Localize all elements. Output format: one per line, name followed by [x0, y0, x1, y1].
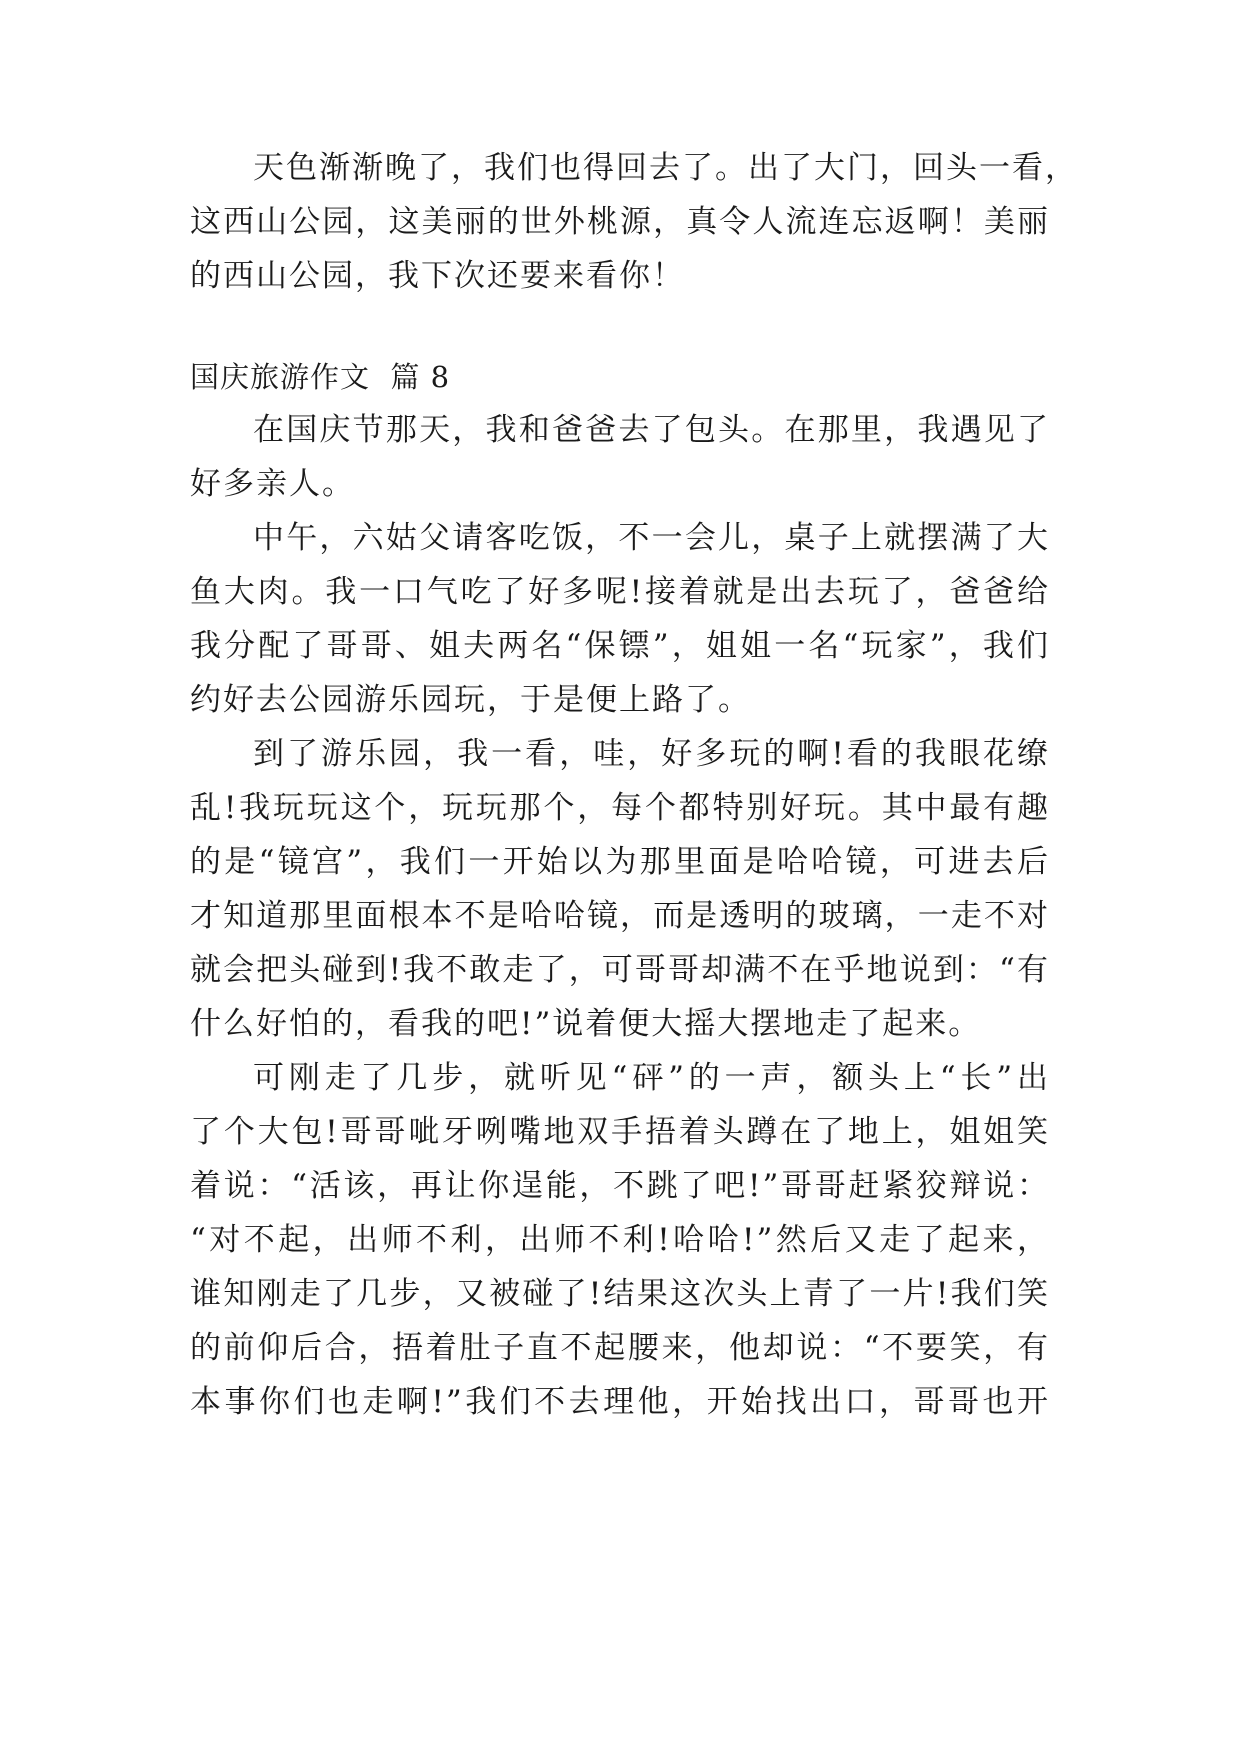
paragraph-line: 着说：“活该，再让你逞能，不跳了吧!”哥哥赶紧狡辩说： — [190, 1168, 1050, 1204]
paragraph-line: 乱!我玩玩这个，玩玩那个，每个都特别好玩。其中最有趣 — [190, 790, 1050, 826]
paragraph-line: 这西山公园，这美丽的世外桃源，真令人流连忘返啊！美丽 — [190, 204, 1050, 240]
paragraph-line: 中午，六姑父请客吃饭，不一会儿，桌子上就摆满了大 — [253, 520, 1050, 556]
paragraph-line: 了个大包!哥哥呲牙咧嘴地双手捂着头蹲在了地上，姐姐笑 — [190, 1114, 1050, 1150]
paragraph-line: 好多亲人。 — [190, 466, 355, 502]
paragraph-line: 约好去公园游乐园玩，于是便上路了。 — [190, 682, 751, 718]
paragraph-line: 鱼大肉。我一口气吃了好多呢!接着就是出去玩了，爸爸给 — [190, 574, 1050, 610]
paragraph-line: 本事你们也走啊!”我们不去理他，开始找出口，哥哥也开 — [190, 1384, 1050, 1420]
paragraph-line: 谁知刚走了几步，又被碰了!结果这次头上青了一片!我们笑 — [190, 1276, 1050, 1312]
paragraph-line: 到了游乐园，我一看，哇，好多玩的啊!看的我眼花缭 — [253, 736, 1050, 772]
paragraph-line: 天色渐渐晚了，我们也得回去了。出了大门，回头一看， — [253, 150, 1078, 186]
paragraph-line: 我分配了哥哥、姐夫两名“保镖”，姐姐一名“玩家”，我们 — [190, 628, 1050, 664]
paragraph-line: 可刚走了几步，就听见“砰”的一声，额头上“长”出 — [253, 1060, 1050, 1096]
paragraph-line: 才知道那里面根本不是哈哈镜，而是透明的玻璃，一走不对 — [190, 898, 1050, 934]
paragraph-line: 的前仰后合，捂着肚子直不起腰来，他却说：“不要笑，有 — [190, 1330, 1050, 1366]
paragraph-line: “对不起，出师不利，出师不利!哈哈!”然后又走了起来， — [190, 1222, 1050, 1258]
section-title: 国庆旅游作文 篇 8 — [190, 360, 451, 394]
paragraph-line: 的西山公园，我下次还要来看你！ — [190, 258, 685, 294]
paragraph-line: 就会把头碰到!我不敢走了，可哥哥却满不在乎地说到：“有 — [190, 952, 1050, 988]
paragraph-line: 在国庆节那天，我和爸爸去了包头。在那里，我遇见了 — [253, 412, 1050, 448]
paragraph-line: 的是“镜宫”，我们一开始以为那里面是哈哈镜，可进去后 — [190, 844, 1050, 880]
paragraph-line: 什么好怕的，看我的吧!”说着便大摇大摆地走了起来。 — [190, 1006, 982, 1042]
